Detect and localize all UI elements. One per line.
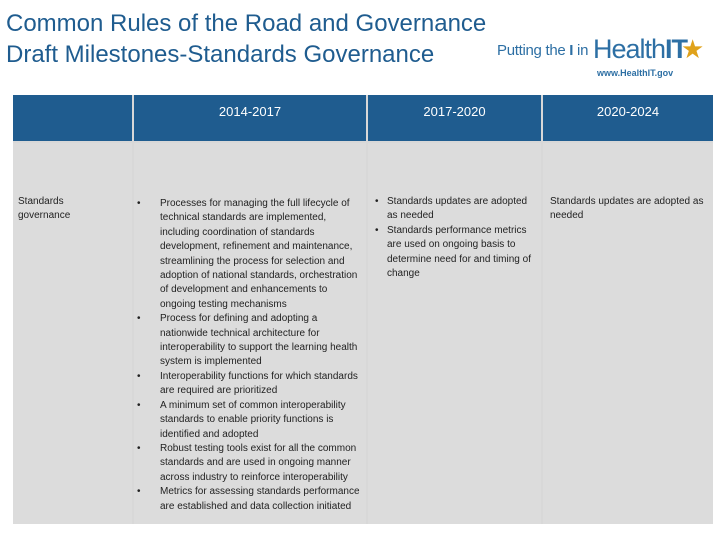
bullet-icon: • (137, 442, 141, 454)
list-2014-2017 (134, 197, 362, 514)
logo-word-health: Health (593, 34, 666, 64)
bullet-icon: • (137, 370, 141, 382)
healthit-logo (497, 34, 712, 82)
list-item-text: Metrics for assessing standards performance are established and data collection initiated (160, 486, 360, 512)
header-cell-2020-2024 (543, 95, 713, 141)
slide-title (6, 8, 486, 70)
list-item (370, 195, 537, 224)
cell-2020-2024 (543, 143, 713, 524)
cell-2017-2020 (368, 143, 541, 524)
cell-2014-2017 (134, 143, 366, 524)
row-label-cell (13, 143, 132, 524)
list-item-text: Standards updates are adopted as needed (387, 196, 528, 222)
header-label-2017-2020: 2017-2020 (423, 104, 486, 119)
list-item-text: Standards performance metrics are used on ongoing basis to determine need for and timing of change (387, 224, 531, 280)
list-item (134, 312, 362, 370)
milestones-table (13, 95, 713, 524)
header-label-2014-2017: 2014-2017 (218, 104, 282, 119)
list-item (370, 224, 537, 282)
list-item (134, 399, 362, 442)
row-label: Standards governance (18, 196, 71, 222)
logo-tagline-prefix: Putting the (497, 42, 566, 59)
list-item-text: Robust testing tools exist for all the common standards and are used in ongoing manner across industry to reinforce interoperability (160, 442, 357, 483)
list-item-text: Interoperability functions for which standards are required are prioritized (160, 370, 358, 397)
bullet-icon: • (137, 198, 141, 209)
bullet-icon: • (137, 486, 141, 498)
list-2017-2020 (370, 195, 537, 281)
logo-tagline (497, 42, 588, 59)
header-cell-2014-2017 (134, 95, 366, 141)
list-item-text: A minimum set of common interoperability standards to enable priority functions is identified and adopted (160, 399, 346, 440)
list-item-text: Process for defining and adopting a nationwide technical architecture for interoperability to support the learning health system is implemented (160, 313, 358, 368)
bullet-icon: • (137, 313, 141, 325)
slide-title-line1: Common Rules of the Road and Governance (6, 10, 487, 37)
slide-title-line2: Draft Milestones-Standards Governance (6, 41, 435, 68)
star-icon: ★ (681, 34, 705, 64)
header-label-2020-2024: 2020-2024 (596, 104, 660, 119)
logo-tagline-in: in (577, 42, 589, 59)
bullet-icon: • (375, 196, 379, 207)
logo-tagline-i: I (569, 42, 574, 59)
cell-2020-2024-text: Standards updates are adopted as needed (550, 196, 704, 222)
logo-url: www.HealthIT.gov (597, 68, 674, 78)
list-item (134, 485, 362, 514)
header-cell-empty (13, 95, 132, 141)
logo-word-it: IT (665, 34, 688, 64)
list-item-text: Processes for managing the full lifecycle of technical standards are implemented, including coordination of standards development, refinement and maintenance, streamlining the process for selection and adoption of national standards, orchestration of development and enhancements to ongoing testing mechanisms (160, 198, 358, 310)
list-item (134, 442, 362, 485)
list-item (134, 197, 362, 312)
header-cell-2017-2020 (368, 95, 541, 141)
list-item (134, 370, 362, 399)
bullet-icon: • (137, 399, 141, 411)
logo-wordmark (593, 34, 687, 65)
bullet-icon: • (375, 224, 379, 236)
